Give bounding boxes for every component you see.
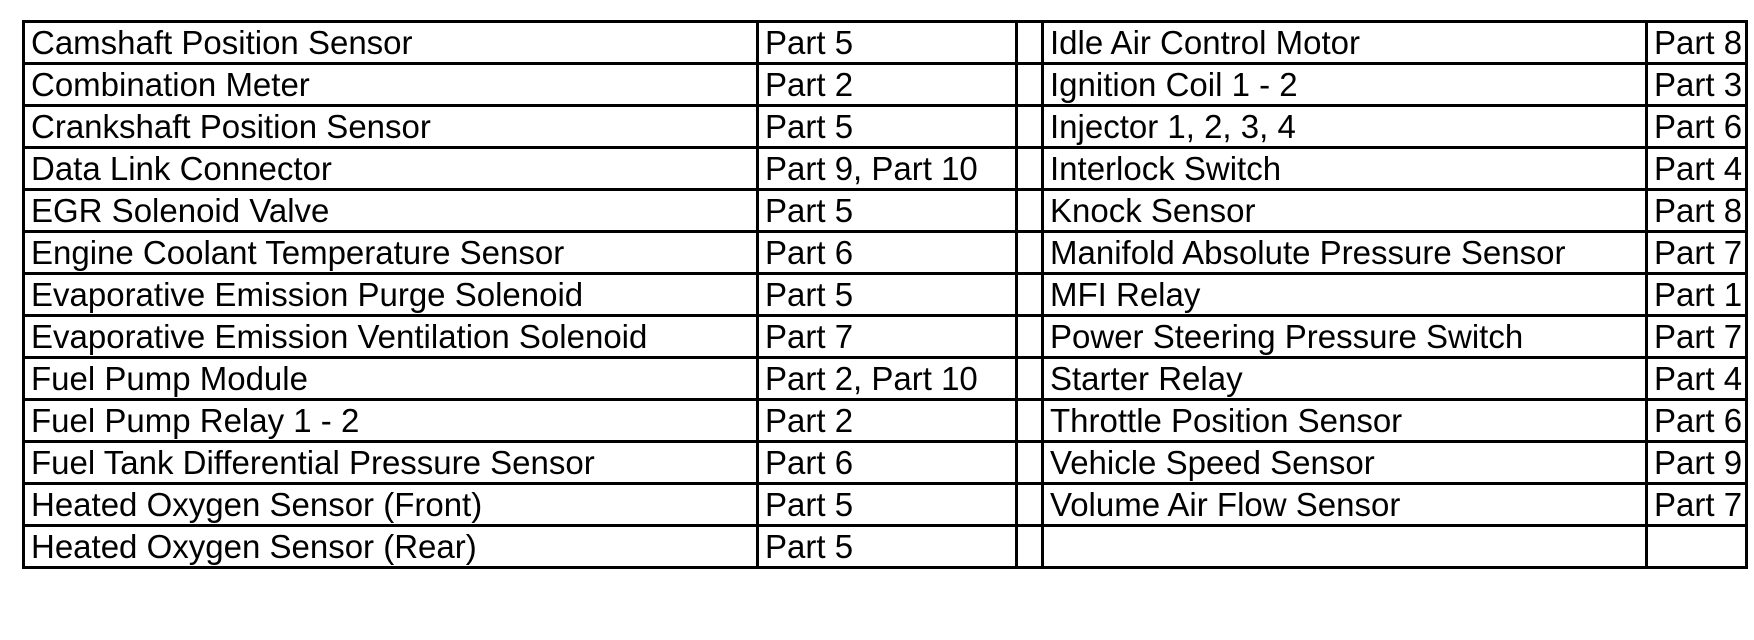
left-part-reference: Part 6 bbox=[758, 232, 1017, 274]
right-component-name: Throttle Position Sensor bbox=[1043, 400, 1647, 442]
left-part-reference: Part 6 bbox=[758, 442, 1017, 484]
table-row bbox=[24, 526, 1747, 568]
left-component-name: Fuel Pump Relay 1 - 2 bbox=[24, 400, 758, 442]
right-component-name bbox=[1043, 526, 1647, 568]
left-component-name: Combination Meter bbox=[24, 64, 758, 106]
right-component-name: Volume Air Flow Sensor bbox=[1043, 484, 1647, 526]
column-gap bbox=[1017, 148, 1043, 190]
column-gap bbox=[1017, 316, 1043, 358]
left-part-reference: Part 5 bbox=[758, 106, 1017, 148]
left-component-name: Camshaft Position Sensor bbox=[24, 22, 758, 64]
left-component-name: Evaporative Emission Purge Solenoid bbox=[24, 274, 758, 316]
left-component-name: Fuel Pump Module bbox=[24, 358, 758, 400]
right-part-reference: Part 3 bbox=[1647, 64, 1747, 106]
left-component-name: Engine Coolant Temperature Sensor bbox=[24, 232, 758, 274]
column-gap bbox=[1017, 484, 1043, 526]
right-part-reference: Part 8 bbox=[1647, 22, 1747, 64]
right-part-reference: Part 9 bbox=[1647, 442, 1747, 484]
right-part-reference bbox=[1647, 526, 1747, 568]
table-row bbox=[24, 106, 1747, 148]
left-part-reference: Part 5 bbox=[758, 484, 1017, 526]
left-component-name: Heated Oxygen Sensor (Rear) bbox=[24, 526, 758, 568]
column-gap bbox=[1017, 22, 1043, 64]
table-row bbox=[24, 190, 1747, 232]
table-row bbox=[24, 22, 1747, 64]
column-gap bbox=[1017, 232, 1043, 274]
right-part-reference: Part 7 bbox=[1647, 232, 1747, 274]
right-part-reference: Part 6 bbox=[1647, 400, 1747, 442]
left-component-name: Heated Oxygen Sensor (Front) bbox=[24, 484, 758, 526]
column-gap bbox=[1017, 442, 1043, 484]
right-component-name: Ignition Coil 1 - 2 bbox=[1043, 64, 1647, 106]
left-part-reference: Part 9, Part 10 bbox=[758, 148, 1017, 190]
column-gap bbox=[1017, 64, 1043, 106]
table-row bbox=[24, 358, 1747, 400]
table-row bbox=[24, 64, 1747, 106]
right-component-name: Knock Sensor bbox=[1043, 190, 1647, 232]
right-part-reference: Part 8 bbox=[1647, 190, 1747, 232]
right-component-name: Vehicle Speed Sensor bbox=[1043, 442, 1647, 484]
right-component-name: Starter Relay bbox=[1043, 358, 1647, 400]
table-row bbox=[24, 232, 1747, 274]
left-part-reference: Part 5 bbox=[758, 274, 1017, 316]
column-gap bbox=[1017, 400, 1043, 442]
left-component-name: EGR Solenoid Valve bbox=[24, 190, 758, 232]
component-table-body bbox=[24, 22, 1747, 568]
table-row bbox=[24, 442, 1747, 484]
left-component-name: Crankshaft Position Sensor bbox=[24, 106, 758, 148]
left-component-name: Data Link Connector bbox=[24, 148, 758, 190]
column-gap bbox=[1017, 358, 1043, 400]
left-component-name: Evaporative Emission Ventilation Solenoid bbox=[24, 316, 758, 358]
left-part-reference: Part 2, Part 10 bbox=[758, 358, 1017, 400]
column-gap bbox=[1017, 190, 1043, 232]
left-part-reference: Part 7 bbox=[758, 316, 1017, 358]
right-part-reference: Part 4 bbox=[1647, 148, 1747, 190]
table-row bbox=[24, 148, 1747, 190]
column-gap bbox=[1017, 526, 1043, 568]
right-component-name: Interlock Switch bbox=[1043, 148, 1647, 190]
right-part-reference: Part 6 bbox=[1647, 106, 1747, 148]
right-component-name: Manifold Absolute Pressure Sensor bbox=[1043, 232, 1647, 274]
right-component-name: Power Steering Pressure Switch bbox=[1043, 316, 1647, 358]
right-component-name: MFI Relay bbox=[1043, 274, 1647, 316]
right-part-reference: Part 7 bbox=[1647, 484, 1747, 526]
component-location-table bbox=[22, 20, 1748, 569]
left-part-reference: Part 2 bbox=[758, 400, 1017, 442]
table-row bbox=[24, 274, 1747, 316]
table-row bbox=[24, 316, 1747, 358]
left-part-reference: Part 5 bbox=[758, 190, 1017, 232]
right-part-reference: Part 7 bbox=[1647, 316, 1747, 358]
right-component-name: Idle Air Control Motor bbox=[1043, 22, 1647, 64]
table-row bbox=[24, 484, 1747, 526]
right-part-reference: Part 1 bbox=[1647, 274, 1747, 316]
right-component-name: Injector 1, 2, 3, 4 bbox=[1043, 106, 1647, 148]
column-gap bbox=[1017, 274, 1043, 316]
left-part-reference: Part 5 bbox=[758, 526, 1017, 568]
table-row bbox=[24, 400, 1747, 442]
left-component-name: Fuel Tank Differential Pressure Sensor bbox=[24, 442, 758, 484]
right-part-reference: Part 4 bbox=[1647, 358, 1747, 400]
left-part-reference: Part 2 bbox=[758, 64, 1017, 106]
column-gap bbox=[1017, 106, 1043, 148]
left-part-reference: Part 5 bbox=[758, 22, 1017, 64]
